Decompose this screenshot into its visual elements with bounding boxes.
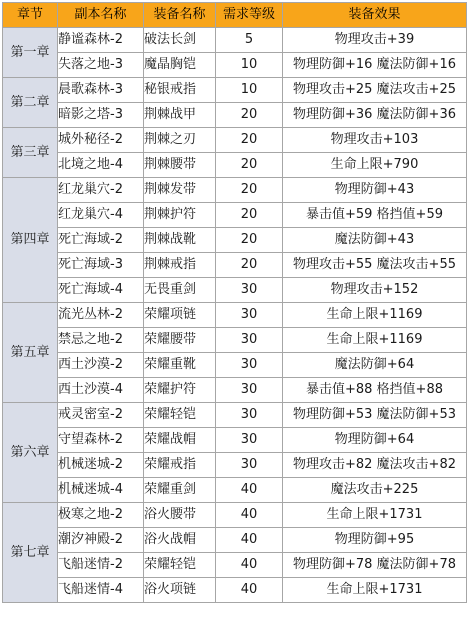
equipment-effect-cell: 生命上限+1169 — [283, 328, 467, 353]
equipment-effect-cell: 物理防御+16 魔法防御+16 — [283, 53, 467, 78]
table-row — [3, 303, 467, 328]
chapter-cell: 第二章 — [3, 78, 58, 128]
required-level-cell: 30 — [216, 303, 283, 328]
equipment-name-cell: 荆棘战甲 — [144, 103, 216, 128]
required-level-cell: 30 — [216, 278, 283, 303]
dungeon-name-cell: 机械迷城-4 — [58, 478, 144, 503]
equipment-name-cell: 荣耀重剑 — [144, 478, 216, 503]
equipment-effect-cell: 物理防御+64 — [283, 428, 467, 453]
equipment-name-cell: 浴火战帽 — [144, 528, 216, 553]
table-row — [3, 528, 467, 553]
required-level-cell: 40 — [216, 478, 283, 503]
chapter-cell: 第一章 — [3, 28, 58, 78]
required-level-cell: 20 — [216, 228, 283, 253]
dungeon-name-cell: 晨歌森林-3 — [58, 78, 144, 103]
dungeon-name-cell: 北境之地-4 — [58, 153, 144, 178]
dungeon-name-cell: 死亡海域-2 — [58, 228, 144, 253]
required-level-cell: 30 — [216, 428, 283, 453]
table-row — [3, 128, 467, 153]
header-chapter: 章节 — [3, 3, 58, 28]
dungeon-name-cell: 飞船迷情-2 — [58, 553, 144, 578]
equipment-name-cell: 荣耀重靴 — [144, 353, 216, 378]
equipment-name-cell: 荣耀护符 — [144, 378, 216, 403]
table-row — [3, 553, 467, 578]
table-row — [3, 53, 467, 78]
equipment-name-cell: 荆棘之刃 — [144, 128, 216, 153]
table-row — [3, 503, 467, 528]
equipment-name-cell: 荆棘战靴 — [144, 228, 216, 253]
table-row — [3, 353, 467, 378]
dungeon-name-cell: 西土沙漠-2 — [58, 353, 144, 378]
required-level-cell: 40 — [216, 528, 283, 553]
required-level-cell: 20 — [216, 203, 283, 228]
dungeon-name-cell: 潮汐神殿-2 — [58, 528, 144, 553]
equipment-effect-cell: 物理攻击+152 — [283, 278, 467, 303]
table-row — [3, 203, 467, 228]
dungeon-name-cell: 死亡海域-4 — [58, 278, 144, 303]
table-row — [3, 453, 467, 478]
equipment-name-cell: 秘银戒指 — [144, 78, 216, 103]
equipment-effect-cell: 魔法防御+64 — [283, 353, 467, 378]
equipment-effect-cell: 生命上限+1169 — [283, 303, 467, 328]
table-body — [3, 28, 467, 603]
dungeon-name-cell: 飞船迷情-4 — [58, 578, 144, 603]
equipment-effect-cell: 暴击值+88 格挡值+88 — [283, 378, 467, 403]
chapter-cell: 第六章 — [3, 403, 58, 503]
dungeon-name-cell: 红龙巢穴-4 — [58, 203, 144, 228]
equipment-name-cell: 浴火腰带 — [144, 503, 216, 528]
equipment-effect-cell: 物理攻击+39 — [283, 28, 467, 53]
required-level-cell: 10 — [216, 78, 283, 103]
header-required-level: 需求等级 — [216, 3, 283, 28]
table-row — [3, 153, 467, 178]
header-dungeon-name: 副本名称 — [58, 3, 144, 28]
dungeon-name-cell: 城外秘径-2 — [58, 128, 144, 153]
header-equipment-name: 装备名称 — [144, 3, 216, 28]
dungeon-name-cell: 暗影之塔-3 — [58, 103, 144, 128]
required-level-cell: 40 — [216, 553, 283, 578]
table-row — [3, 228, 467, 253]
equipment-effect-cell: 物理防御+78 魔法防御+78 — [283, 553, 467, 578]
dungeon-name-cell: 西土沙漠-4 — [58, 378, 144, 403]
chapter-cell: 第四章 — [3, 178, 58, 303]
dungeon-name-cell: 死亡海域-3 — [58, 253, 144, 278]
dungeon-name-cell: 禁忌之地-2 — [58, 328, 144, 353]
required-level-cell: 30 — [216, 403, 283, 428]
required-level-cell: 20 — [216, 253, 283, 278]
table-row — [3, 328, 467, 353]
table-row — [3, 28, 467, 53]
equipment-effect-cell: 物理攻击+103 — [283, 128, 467, 153]
required-level-cell: 30 — [216, 328, 283, 353]
equipment-name-cell: 荣耀轻铠 — [144, 553, 216, 578]
equipment-effect-cell: 生命上限+1731 — [283, 503, 467, 528]
dungeon-name-cell: 流光丛林-2 — [58, 303, 144, 328]
equipment-name-cell: 荣耀腰带 — [144, 328, 216, 353]
equipment-effect-cell: 物理防御+36 魔法防御+36 — [283, 103, 467, 128]
equipment-name-cell: 破法长剑 — [144, 28, 216, 53]
dungeon-name-cell: 极寒之地-2 — [58, 503, 144, 528]
table-row — [3, 428, 467, 453]
equipment-name-cell: 荣耀项链 — [144, 303, 216, 328]
required-level-cell: 20 — [216, 128, 283, 153]
dungeon-name-cell: 静谧森林-2 — [58, 28, 144, 53]
required-level-cell: 5 — [216, 28, 283, 53]
header-row — [3, 3, 467, 28]
table-row — [3, 578, 467, 603]
required-level-cell: 30 — [216, 453, 283, 478]
equipment-name-cell: 荆棘发带 — [144, 178, 216, 203]
equipment-effect-cell: 魔法防御+43 — [283, 228, 467, 253]
dungeon-name-cell: 戒灵密室-2 — [58, 403, 144, 428]
required-level-cell: 10 — [216, 53, 283, 78]
equipment-name-cell: 魔晶胸铠 — [144, 53, 216, 78]
equipment-name-cell: 无畏重剑 — [144, 278, 216, 303]
equipment-name-cell: 荣耀战帽 — [144, 428, 216, 453]
equipment-table — [2, 2, 467, 603]
equipment-name-cell: 荆棘腰带 — [144, 153, 216, 178]
chapter-cell: 第五章 — [3, 303, 58, 403]
table-row — [3, 478, 467, 503]
required-level-cell: 40 — [216, 578, 283, 603]
equipment-effect-cell: 物理攻击+55 魔法攻击+55 — [283, 253, 467, 278]
equipment-name-cell: 荣耀戒指 — [144, 453, 216, 478]
required-level-cell: 20 — [216, 178, 283, 203]
equipment-effect-cell: 物理防御+43 — [283, 178, 467, 203]
table-row — [3, 378, 467, 403]
table-row — [3, 178, 467, 203]
equipment-effect-cell: 物理防御+53 魔法防御+53 — [283, 403, 467, 428]
equipment-effect-cell: 物理防御+95 — [283, 528, 467, 553]
table-row — [3, 78, 467, 103]
equipment-name-cell: 荣耀轻铠 — [144, 403, 216, 428]
dungeon-name-cell: 失落之地-3 — [58, 53, 144, 78]
table-row — [3, 278, 467, 303]
table-row — [3, 103, 467, 128]
dungeon-name-cell: 机械迷城-2 — [58, 453, 144, 478]
dungeon-name-cell: 红龙巢穴-2 — [58, 178, 144, 203]
equipment-effect-cell: 暴击值+59 格挡值+59 — [283, 203, 467, 228]
equipment-effect-cell: 生命上限+790 — [283, 153, 467, 178]
equipment-effect-cell: 物理攻击+82 魔法攻击+82 — [283, 453, 467, 478]
required-level-cell: 30 — [216, 353, 283, 378]
equipment-name-cell: 浴火项链 — [144, 578, 216, 603]
required-level-cell: 30 — [216, 378, 283, 403]
equipment-effect-cell: 物理攻击+25 魔法攻击+25 — [283, 78, 467, 103]
equipment-name-cell: 荆棘护符 — [144, 203, 216, 228]
equipment-effect-cell: 魔法攻击+225 — [283, 478, 467, 503]
required-level-cell: 20 — [216, 153, 283, 178]
equipment-effect-cell: 生命上限+1731 — [283, 578, 467, 603]
table-row — [3, 253, 467, 278]
required-level-cell: 20 — [216, 103, 283, 128]
chapter-cell: 第三章 — [3, 128, 58, 178]
table-row — [3, 403, 467, 428]
required-level-cell: 40 — [216, 503, 283, 528]
chapter-cell: 第七章 — [3, 503, 58, 603]
header-equipment-effect: 装备效果 — [283, 3, 467, 28]
dungeon-name-cell: 守望森林-2 — [58, 428, 144, 453]
equipment-name-cell: 荆棘戒指 — [144, 253, 216, 278]
